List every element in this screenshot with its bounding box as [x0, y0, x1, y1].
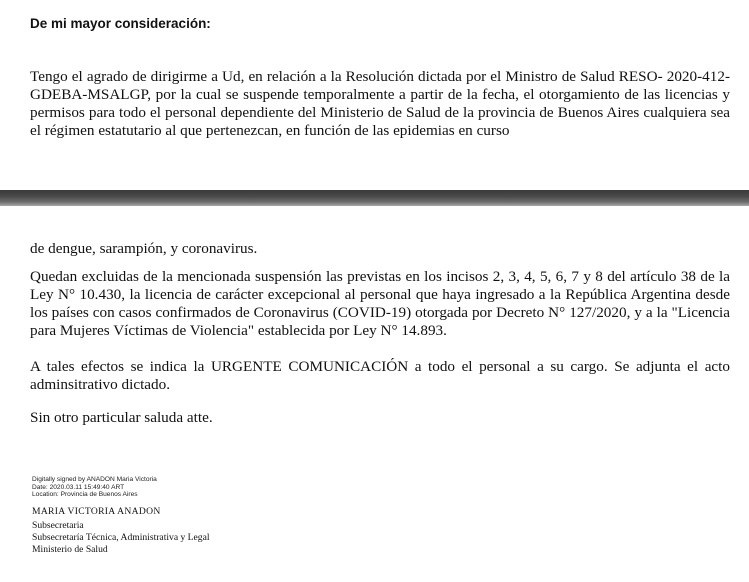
paragraph-line: A tales efectos se indica la URGENTE COMUNICACIÓN a todo el personal a su cargo. Se adjunta el acto — [30, 358, 730, 375]
paragraph-intro-continued: de dengue, sarampión, y coronavirus. — [30, 240, 258, 257]
signature-date: Date: 2020.03.11 15:49:40 ART — [32, 483, 125, 491]
paragraph-line: de la Ley N° 10.430, la licencia de carácter excepcional al personal que haya ingresado a la República — [30, 268, 730, 303]
page-separator — [0, 190, 749, 206]
greeting-heading: De mi mayor consideración: — [30, 16, 211, 31]
closing-line: Sin otro particular saluda atte. — [30, 409, 213, 426]
paragraph-line: 127/2020, y a la "Licencia para Mujeres Víctimas de Violencia" establecida por Ley N° 14.893. — [30, 304, 730, 339]
document-page-top — [0, 0, 749, 190]
paragraph-line: Quedan excluidas de la mencionada suspensión las previstas en los incisos 2, 3, 4, 5, 6, 7 y 8 del artículo 38 — [30, 268, 697, 285]
paragraph-intro — [30, 68, 730, 140]
signer-title: Subsecretaria — [32, 520, 84, 531]
paragraph-line: 2020-412-GDEBA-MSALGP, por la cual se suspende temporalmente a partir de la fecha, el otorgamiento — [30, 68, 731, 103]
digital-signature-block — [32, 476, 157, 499]
signer-block — [32, 506, 210, 556]
paragraph-communication — [30, 358, 730, 394]
signer-name: MARIA VICTORIA ANADON — [32, 506, 161, 517]
paragraph-line: Tengo el agrado de dirigirme a Ud, en relación a la Resolución dictada por el Ministro de Salud RESO- — [30, 68, 663, 85]
signature-signed-by: Digitally signed by ANADON Maria Victoria — [32, 476, 157, 483]
signer-ministry: Ministerio de Salud — [32, 544, 108, 555]
paragraph-exclusions — [30, 268, 730, 340]
paragraph-line: de las licencias y permisos para todo el personal dependiente del Ministerio de Salud de la provincia de — [30, 86, 730, 121]
document-page-bottom — [0, 206, 749, 582]
paragraph-line: Buenos Aires cualquiera sea el régimen estatutario al que pertenezcan, en función de las epidemias en curso — [30, 104, 730, 139]
signer-department: Subsecretaría Técnica, Administrativa y Legal — [32, 532, 210, 543]
paragraph-line: Argentina desde los países con casos confirmados de Coronavirus (COVID-19) otorgada por Decreto N° — [30, 286, 730, 321]
signature-location: Location: Provincia de Buenos Aires — [32, 491, 138, 499]
paragraph-line: adminsitrativo dictado. — [30, 376, 171, 393]
